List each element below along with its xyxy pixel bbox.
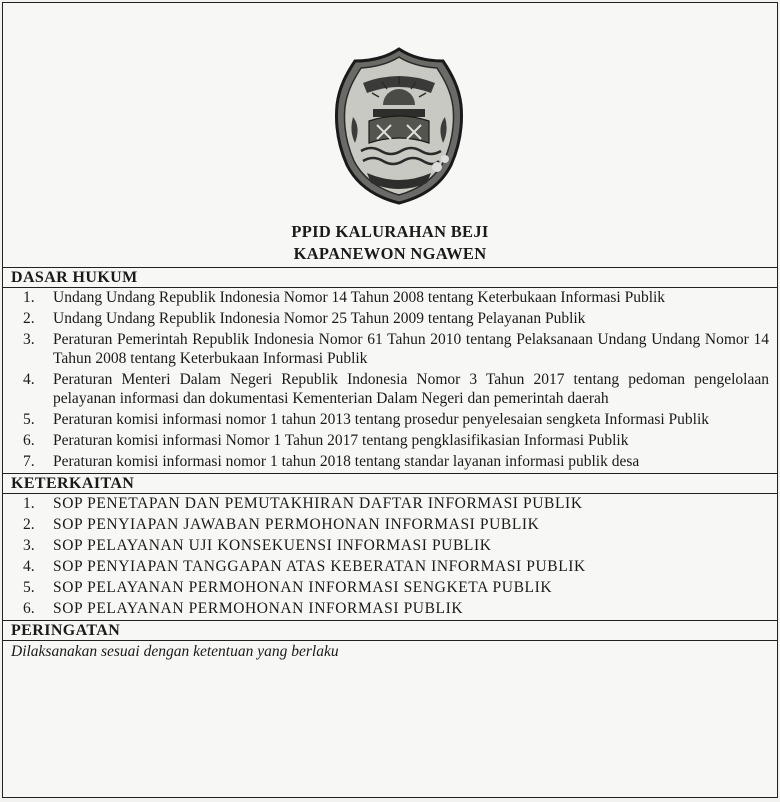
list-item xyxy=(3,452,769,471)
list-item xyxy=(3,309,769,328)
item-text: SOP PENYIAPAN TANGGAPAN ATAS KEBERATAN INFORMASI PUBLIK xyxy=(53,558,586,575)
section-heading-dasar-hukum: DASAR HUKUM xyxy=(3,267,777,288)
list-item xyxy=(3,410,769,429)
warning-text: Dilaksanakan sesuai dengan ketentuan yang berlaku xyxy=(11,643,339,660)
item-text: Peraturan Pemerintah Republik Indonesia Nomor 61 Tahun 2010 tentang Pelaksanaan Undang Undang Nomor 14 Tahun 2008 tentang Keterbukaan Informasi Publik xyxy=(53,331,769,367)
item-text: Peraturan Menteri Dalam Negeri Republik Indonesia Nomor 3 Tahun 2017 tentang pedoman pengelolaan pelayanan informasi dan dokumentasi Kementerian Dalam Negeri dan pemerintah daerah xyxy=(53,371,769,407)
list-item xyxy=(3,515,769,534)
list-item xyxy=(3,599,769,618)
item-number: 4. xyxy=(23,371,35,388)
section-body-dasar-hukum xyxy=(3,288,777,471)
list-item xyxy=(3,578,769,597)
list-item xyxy=(3,557,769,576)
item-text: SOP PENYIAPAN JAWABAN PERMOHONAN INFORMASI PUBLIK xyxy=(53,516,540,533)
section-body-keterkaitan xyxy=(3,494,777,618)
item-text: Peraturan komisi informasi nomor 1 tahun 2013 tentang prosedur penyelesaian sengketa Informasi Publik xyxy=(53,411,710,428)
item-number: 7. xyxy=(23,453,35,470)
item-number: 2. xyxy=(23,516,35,533)
item-text: SOP PELAYANAN UJI KONSEKUENSI INFORMASI PUBLIK xyxy=(53,537,492,554)
title-line-2: KAPANEWON NGAWEN xyxy=(293,244,487,263)
item-number: 4. xyxy=(23,558,35,575)
list-item xyxy=(3,330,769,368)
item-number: 5. xyxy=(23,411,35,428)
list-item xyxy=(3,370,769,408)
document-header xyxy=(3,3,777,267)
document-page xyxy=(2,2,778,798)
list-item xyxy=(3,494,769,513)
section-heading-peringatan: PERINGATAN xyxy=(3,620,777,641)
regency-coat-of-arms-icon xyxy=(333,47,465,205)
legal-basis-list xyxy=(3,288,769,471)
related-sop-list xyxy=(3,494,769,618)
item-number: 3. xyxy=(23,331,35,348)
section-heading-keterkaitan: KETERKAITAN xyxy=(3,473,777,494)
item-text: Undang Undang Republik Indonesia Nomor 14 Tahun 2008 tentang Keterbukaan Informasi Publik xyxy=(53,289,666,306)
item-number: 2. xyxy=(23,310,35,327)
item-number: 6. xyxy=(23,600,35,617)
item-number: 5. xyxy=(23,579,35,596)
item-text: SOP PENETAPAN DAN PEMUTAKHIRAN DAFTAR INFORMASI PUBLIK xyxy=(53,495,583,512)
item-number: 1. xyxy=(23,289,35,306)
item-number: 1. xyxy=(23,495,35,512)
item-text: SOP PELAYANAN PERMOHONAN INFORMASI SENGKETA PUBLIK xyxy=(53,579,553,596)
document-title xyxy=(3,221,777,265)
list-item xyxy=(3,288,769,307)
item-text: SOP PELAYANAN PERMOHONAN INFORMASI PUBLIK xyxy=(53,600,464,617)
list-item xyxy=(3,431,769,450)
item-text: Undang Undang Republik Indonesia Nomor 25 Tahun 2009 tentang Pelayanan Publik xyxy=(53,310,586,327)
item-text: Peraturan komisi informasi nomor 1 tahun 2018 tentang standar layanan informasi publik desa xyxy=(53,453,640,470)
item-text: Peraturan komisi informasi Nomor 1 Tahun 2017 tentang pengklasifikasian Informasi Publik xyxy=(53,432,629,449)
list-item xyxy=(3,536,769,555)
item-number: 6. xyxy=(23,432,35,449)
item-number: 3. xyxy=(23,537,35,554)
title-line-1: PPID KALURAHAN BEJI xyxy=(291,222,489,241)
